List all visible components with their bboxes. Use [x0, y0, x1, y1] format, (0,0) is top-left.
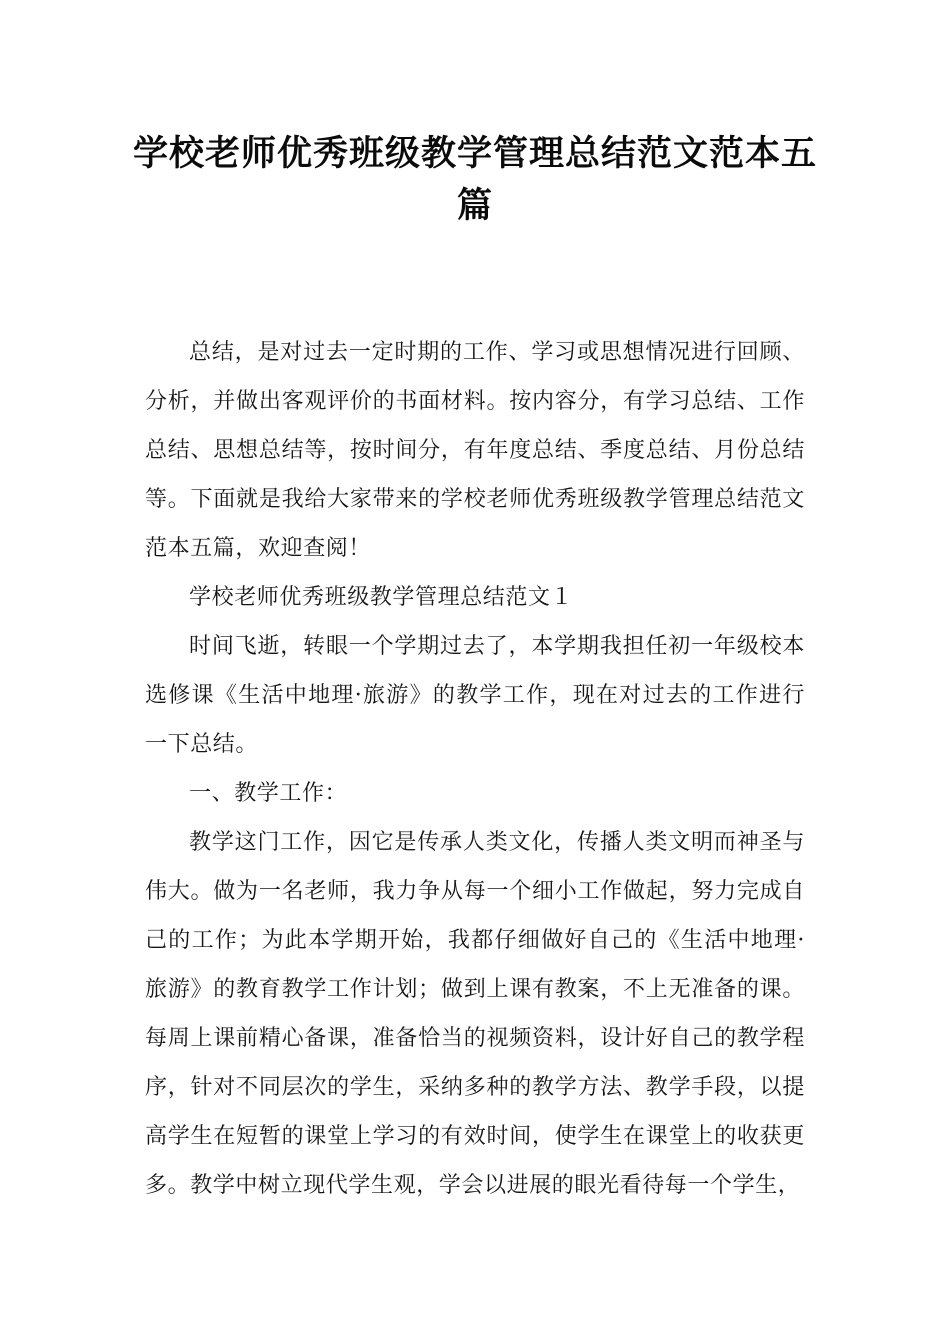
- section-heading-sample-1: 学校老师优秀班级教学管理总结范文１: [189, 585, 574, 610]
- document-body: [145, 328, 805, 1210]
- document-title: 学校老师优秀班级教学管理总结范文范本五篇: [132, 133, 817, 226]
- intro-paragraph: 总结，是对过去一定时期的工作、学习或思想情况进行回顾、分析，并做出客观评价的书面材料。按内容分，有学习总结、工作总结、思想总结等，按时间分，有年度总结、季度总结、月份总结等。下面就是我给大家带来的学校老师优秀班级教学管理总结范文范本五篇，欢迎查阅！: [145, 340, 805, 561]
- section-heading-teaching-work: 一、教学工作：: [189, 781, 348, 806]
- body-paragraph: 时间飞逝，转眼一个学期过去了，本学期我担任初一年级校本选修课《生活中地理·旅游》的教学工作，现在对过去的工作进行一下总结。: [145, 634, 805, 757]
- body-paragraph: 教学这门工作，因它是传承人类文化，传播人类文明而神圣与伟大。做为一名老师，我力争从每一个细小工作做起，努力完成自己的工作；为此本学期开始，我都仔细做好自己的《生活中地理·旅游》的教育教学工作计划；做到上课有教案，不上无准备的课。每周上课前精心备课，准备恰当的视频资料，设计好自己的教学程序，针对不同层次的学生，采纳多种的教学方法、教学手段，以提高学生在短暂的课堂上学习的有效时间，使学生在课堂上的收获更多。教学中树立现代学生观，学会以进展的眼光看待每一个学生，: [145, 830, 805, 1198]
